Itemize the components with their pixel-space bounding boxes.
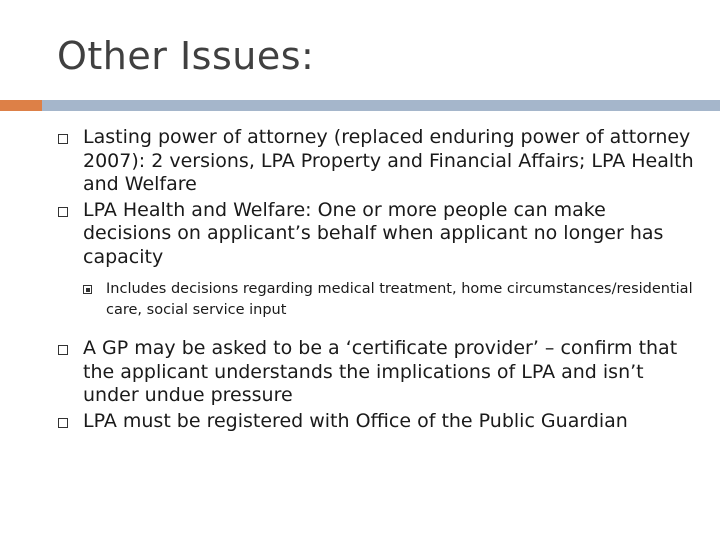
bullet-item bbox=[56, 199, 696, 270]
hollow-square-bullet-icon bbox=[58, 207, 68, 217]
sub-bullet-text: Includes decisions regarding medical treatment, home circumstances/residential care, social service input bbox=[106, 281, 693, 318]
hollow-square-bullet-icon bbox=[58, 134, 68, 144]
hollow-square-bullet-icon bbox=[58, 345, 68, 355]
bullet-text: LPA Health and Welfare: One or more people can make decisions on applicant’s behalf when applicant no longer has capacity bbox=[83, 198, 664, 268]
filled-square-bullet-icon bbox=[83, 285, 92, 294]
bullet-list bbox=[56, 126, 696, 435]
bullet-text: Lasting power of attorney (replaced enduring power of attorney 2007): 2 versions, LPA Property and Financial Affairs; LPA Health and Welfare bbox=[83, 126, 694, 195]
bullet-text: LPA must be registered with Office of the Public Guardian bbox=[83, 409, 628, 432]
bullet-item bbox=[56, 410, 696, 434]
title-divider-bar bbox=[42, 100, 720, 111]
bullet-text: A GP may be asked to be a ‘certificate provider’ – confirm that the applicant understands the implications of LPA and isn’t under undue pressure bbox=[83, 337, 678, 406]
bullet-item bbox=[56, 337, 696, 408]
bullet-item bbox=[56, 126, 696, 197]
title-accent-bar bbox=[0, 100, 42, 111]
slide-title: Other Issues: bbox=[57, 34, 315, 78]
sub-bullet-item bbox=[56, 279, 696, 321]
hollow-square-bullet-icon bbox=[58, 418, 68, 428]
